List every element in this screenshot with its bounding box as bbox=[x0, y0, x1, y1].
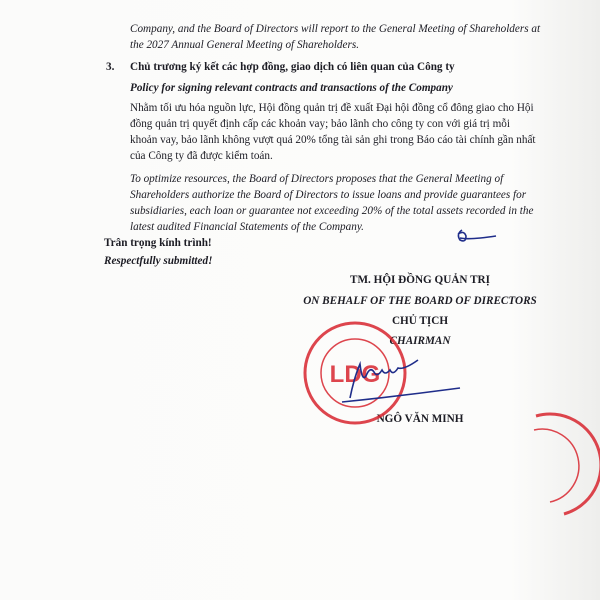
initials-signature bbox=[452, 224, 502, 248]
closing-vi: Trân trọng kính trình! bbox=[104, 237, 212, 249]
body-vi-line: của Công ty đã được kiểm toán. bbox=[130, 150, 273, 162]
signature-org-en: ON BEHALF OF THE BOARD OF DIRECTORS bbox=[303, 295, 537, 307]
continuation-line-2: the 2027 Annual General Meeting of Shareholders. bbox=[130, 39, 359, 51]
section-heading-vi: Chủ trương ký kết các hợp đồng, giao dịch có liên quan của Công ty bbox=[130, 61, 455, 73]
body-vi-line: khoản vay, bảo lãnh không vượt quá 20% tổng tài sản ghi trong Báo cáo tài chính gần nhất bbox=[130, 134, 536, 146]
body-en-line: Shareholders authorize the Board of Directors to issue loans and provide guarantees for bbox=[130, 189, 527, 201]
body-vi-line: đồng quản trị quyết định cấp các khoản vay; bảo lãnh cho công ty con với giá trị mỗi bbox=[130, 118, 510, 130]
body-vi-line: Nhằm tối ưu hóa nguồn lực, Hội đồng quản trị đề xuất Đại hội đồng cổ đông giao cho Hội bbox=[130, 102, 534, 114]
body-en-line: latest audited Financial Statements of the Company. bbox=[130, 221, 364, 233]
stamp-logo: LDG bbox=[329, 361, 381, 388]
body-en-line: subsidiaries, each loan or guarantee not exceeding 20% of the total assets recorded in the bbox=[130, 205, 534, 217]
continuation-line-1: Company, and the Board of Directors will report to the General Meeting of Shareholders at bbox=[130, 23, 541, 35]
closing-en: Respectfully submitted! bbox=[104, 255, 213, 267]
section-number: 3. bbox=[106, 61, 115, 73]
signature-title-en: CHAIRMAN bbox=[389, 335, 451, 347]
signature-org-vi: TM. HỘI ĐỒNG QUẢN TRỊ bbox=[350, 274, 490, 286]
body-en-line: To optimize resources, the Board of Directors proposes that the General Meeting of bbox=[130, 173, 504, 185]
signature-title-vi: CHỦ TỊCH bbox=[391, 315, 449, 327]
section-heading-en: Policy for signing relevant contracts and transactions of the Company bbox=[130, 82, 453, 94]
chairman-signature bbox=[340, 350, 470, 410]
page-seal-stamp bbox=[530, 410, 600, 520]
signer-name: NGÔ VĂN MINH bbox=[376, 413, 464, 425]
